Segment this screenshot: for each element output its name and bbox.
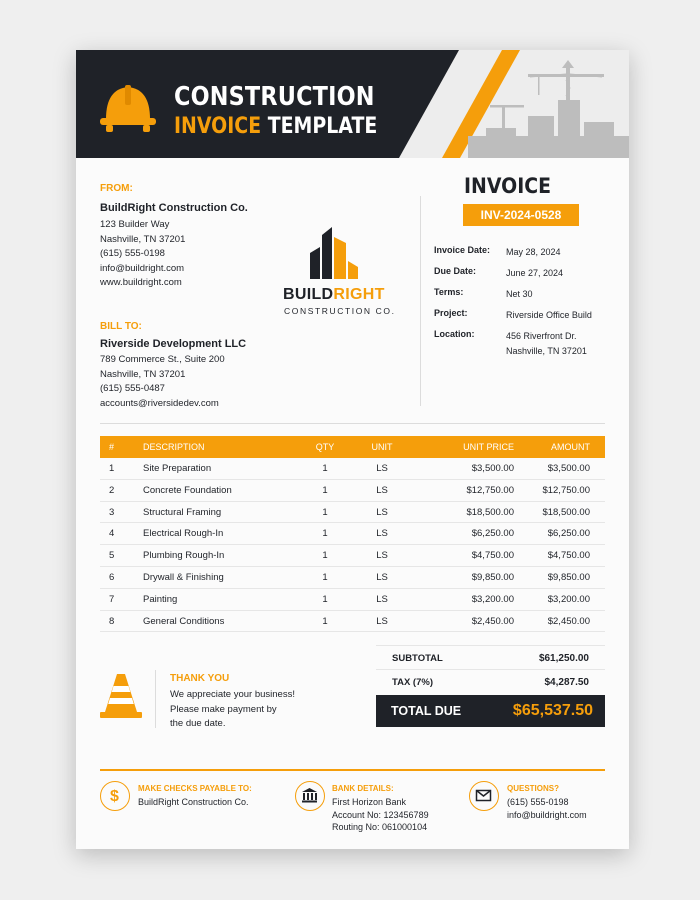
row-unit-price: $9,850.00	[471, 572, 514, 583]
meta-value: Net 30	[506, 289, 533, 299]
row-unit: LS	[376, 484, 388, 496]
questions-line: (615) 555-0198	[507, 797, 569, 807]
total-due-label: TOTAL DUE	[391, 704, 462, 718]
logo-wordmark	[283, 286, 385, 304]
row-number: 1	[109, 463, 115, 474]
bank-details-lines	[332, 796, 429, 834]
table-row	[100, 545, 605, 567]
table-row	[100, 523, 605, 545]
vertical-divider	[420, 196, 421, 406]
row-description: Drywall & Finishing	[143, 572, 224, 583]
thank-you-divider	[155, 670, 156, 728]
bill-to-line: (615) 555-0487	[100, 383, 165, 395]
header-banner	[76, 50, 629, 158]
row-number: 7	[109, 593, 115, 605]
row-qty: 1	[322, 463, 328, 474]
checks-payable-label: MAKE CHECKS PAYABLE TO:	[138, 784, 252, 793]
row-unit: LS	[376, 593, 388, 605]
meta-key: Project:	[434, 308, 468, 318]
table-row	[100, 458, 605, 480]
bill-to-company-name: Riverside Development LLC	[100, 338, 247, 350]
from-address-block	[100, 218, 185, 291]
total-due-bar	[376, 695, 605, 727]
header-title-line1: CONSTRUCTION	[174, 82, 375, 112]
total-due-value: $65,537.50	[512, 702, 593, 719]
row-unit-price: $18,500.00	[466, 506, 514, 518]
row-unit: LS	[376, 528, 388, 540]
table-header-cell: AMOUNT	[551, 442, 590, 452]
bank-details-label: BANK DETAILS:	[332, 784, 394, 793]
row-description: Site Preparation	[143, 463, 212, 474]
bank-line: Routing No: 061000104	[332, 822, 428, 832]
row-description: Structural Framing	[143, 506, 222, 518]
logo-subtitle: CONSTRUCTION CO.	[284, 306, 396, 316]
questions-lines	[507, 796, 587, 821]
row-number: 2	[109, 484, 115, 496]
bank-line: First Horizon Bank	[332, 797, 407, 807]
row-qty: 1	[322, 528, 328, 540]
meta-value: Riverside Office Build	[506, 310, 592, 320]
meta-value	[506, 329, 587, 358]
header-title-rest: TEMPLATE	[261, 114, 378, 139]
from-line: info@buildright.com	[100, 262, 185, 274]
header-title-accent: INVOICE	[174, 114, 262, 139]
row-unit-price: $4,750.00	[471, 550, 514, 562]
row-amount: $3,200.00	[547, 593, 590, 605]
tax-row	[376, 670, 605, 695]
meta-key: Due Date:	[434, 266, 477, 276]
invoice-title: INVOICE	[464, 174, 552, 198]
row-amount: $12,750.00	[542, 484, 590, 496]
thank-you-line: We appreciate your business!	[170, 689, 295, 700]
meta-value: June 27, 2024	[506, 268, 564, 278]
traffic-cone-icon	[98, 672, 144, 720]
row-qty: 1	[322, 615, 328, 627]
questions-label: QUESTIONS?	[507, 784, 560, 793]
from-line: www.buildright.com	[100, 277, 182, 289]
bank-line: Account No: 123456789	[332, 809, 429, 820]
row-number: 4	[109, 528, 115, 540]
row-number: 6	[109, 572, 115, 583]
row-unit-price: $6,250.00	[471, 528, 514, 540]
row-unit-price: $3,200.00	[471, 593, 514, 605]
table-header	[100, 436, 605, 458]
subtotal-label: SUBTOTAL	[392, 653, 443, 664]
tax-value: $4,287.50	[544, 677, 589, 688]
svg-text:$: $	[110, 788, 119, 805]
thank-you-line: Please make payment by	[170, 703, 277, 715]
thank-you-line: the due date.	[170, 718, 226, 729]
table-header-cell: UNIT PRICE	[463, 442, 514, 452]
from-label: FROM:	[100, 183, 133, 194]
logo-word-dark: BUILD	[283, 286, 334, 303]
subtotal-value: $61,250.00	[538, 653, 589, 664]
bill-to-line: accounts@riversidedev.com	[100, 397, 219, 409]
row-unit: LS	[376, 506, 388, 518]
meta-key: Terms:	[434, 287, 464, 297]
meta-value-line: 456 Riverfront Dr.	[506, 331, 577, 341]
row-unit: LS	[376, 615, 388, 627]
bill-to-label: BILL TO:	[100, 321, 142, 332]
checks-payable-value: BuildRight Construction Co.	[138, 797, 249, 807]
row-description: Plumbing Rough-In	[143, 550, 225, 562]
meta-value-line: Nashville, TN 37201	[506, 345, 587, 356]
from-line: Nashville, TN 37201	[100, 233, 186, 245]
row-amount: $18,500.00	[542, 506, 590, 518]
row-unit: LS	[376, 572, 388, 583]
footer-divider	[100, 769, 605, 771]
row-description: Electrical Rough-In	[143, 528, 224, 540]
meta-key: Location:	[434, 329, 475, 339]
row-number: 8	[109, 615, 115, 627]
building-logo-icon	[308, 223, 360, 281]
bill-to-line: Nashville, TN 37201	[100, 368, 186, 380]
row-unit-price: $3,500.00	[471, 463, 514, 474]
row-qty: 1	[322, 484, 328, 496]
table-header-cell: QTY	[315, 442, 335, 452]
row-number: 3	[109, 506, 115, 518]
tax-label: TAX (7%)	[392, 677, 433, 688]
table-row	[100, 502, 605, 524]
logo-word-accent: RIGHT	[333, 286, 385, 303]
row-amount: $4,750.00	[547, 550, 590, 562]
table-header-cell: UNIT	[371, 442, 393, 452]
table-row	[100, 611, 605, 633]
row-qty: 1	[322, 506, 328, 518]
table-header-cell: DESCRIPTION	[143, 442, 205, 452]
row-unit-price: $2,450.00	[471, 615, 514, 627]
row-amount: $3,500.00	[547, 463, 590, 474]
mail-icon	[469, 781, 499, 811]
row-amount: $9,850.00	[547, 572, 590, 583]
meta-value: May 28, 2024	[506, 247, 561, 257]
table-row	[100, 480, 605, 502]
row-qty: 1	[322, 593, 328, 605]
row-unit: LS	[376, 550, 388, 562]
subtotal-row	[376, 645, 605, 670]
bill-to-address-block	[100, 353, 225, 411]
questions-line: info@buildright.com	[507, 809, 587, 820]
table-row	[100, 567, 605, 589]
row-description: Painting	[143, 593, 178, 605]
table-row	[100, 589, 605, 611]
row-qty: 1	[322, 572, 328, 583]
dollar-icon	[100, 781, 130, 811]
row-description: Concrete Foundation	[143, 484, 232, 496]
thank-you-message	[170, 688, 310, 732]
row-unit: LS	[376, 463, 388, 474]
from-line: 123 Builder Way	[100, 219, 170, 230]
meta-key: Invoice Date:	[434, 245, 491, 255]
row-description: General Conditions	[143, 615, 225, 627]
bill-to-line: 789 Commerce St., Suite 200	[100, 354, 225, 365]
row-unit-price: $12,750.00	[466, 484, 514, 496]
row-qty: 1	[322, 550, 328, 562]
row-number: 5	[109, 550, 115, 562]
row-amount: $6,250.00	[547, 528, 590, 540]
from-company-name: BuildRight Construction Co.	[100, 202, 248, 214]
table-header-cell: #	[109, 442, 115, 452]
helmet-icon	[98, 81, 158, 135]
from-line: (615) 555-0198	[100, 248, 165, 260]
section-divider	[100, 423, 605, 424]
header-title-line2	[174, 114, 377, 139]
bank-icon	[295, 781, 325, 811]
thank-you-label: THANK YOU	[170, 673, 230, 684]
invoice-page	[76, 50, 629, 849]
invoice-number-badge: INV-2024-0528	[463, 204, 579, 226]
row-amount: $2,450.00	[547, 615, 590, 627]
